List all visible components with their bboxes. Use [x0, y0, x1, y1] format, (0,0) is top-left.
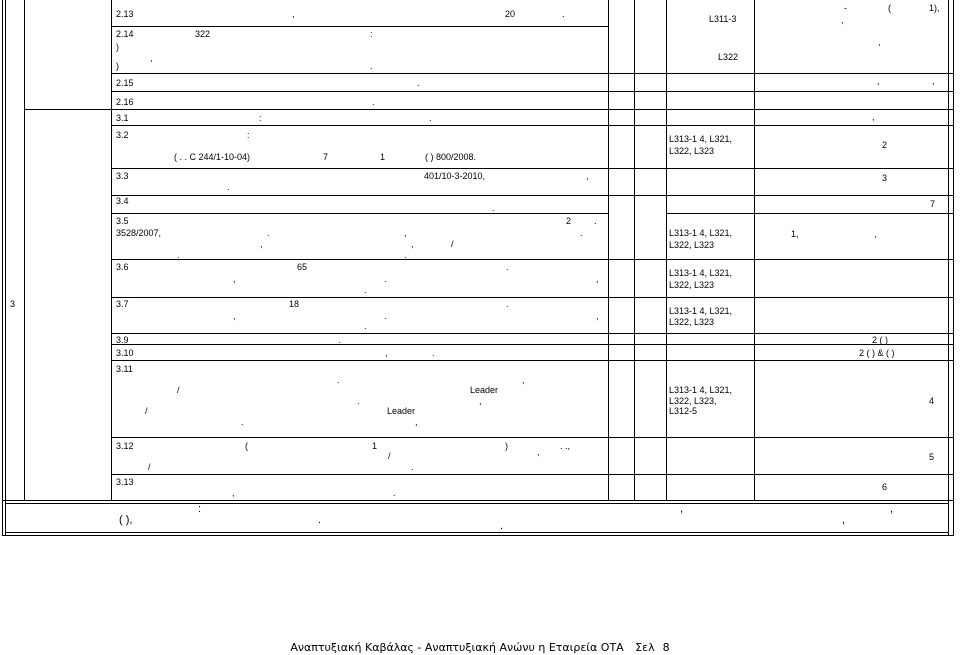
cell-text: .	[364, 321, 367, 331]
footer-page-number: 8	[662, 641, 670, 654]
cell-text: 20	[505, 9, 516, 19]
grid-line	[948, 0, 949, 536]
reference-code: L322, L323	[669, 240, 715, 250]
footer-organization: Αναπτυξιακή Καβάλας - Αναπτυξιακή Ανώνυ η Εταιρεία ΟΤΑ	[290, 641, 624, 654]
cell-text: :	[247, 130, 250, 140]
grid-line	[111, 297, 954, 298]
cell-text: ,	[233, 274, 236, 284]
cell-text: .	[580, 228, 583, 238]
cell-text: :	[370, 29, 373, 39]
row-number: 3.13	[116, 477, 134, 487]
row-number: 3.11	[116, 364, 133, 374]
row-number: 2.14	[116, 29, 134, 39]
cell-text: .	[370, 61, 373, 71]
cell-text: -	[844, 3, 847, 13]
cell-text: :	[259, 113, 262, 123]
cell-text: .	[384, 311, 387, 321]
cell-text: ,	[877, 76, 880, 86]
cell-text: ( . . C 244/1-10-04)	[174, 152, 251, 162]
cell-text: 4	[929, 396, 935, 406]
cell-text: :	[198, 503, 202, 515]
cell-text: 2	[566, 216, 572, 226]
grid-line	[634, 0, 635, 500]
cell-text: ,	[932, 76, 935, 86]
grid-line	[24, 0, 25, 501]
cell-text: ,	[385, 348, 388, 358]
cell-text: . .,	[560, 441, 571, 451]
cell-text: 18	[289, 299, 300, 309]
reference-code: L313-1 4, L321,	[669, 385, 733, 395]
row-number: 3.7	[116, 299, 129, 309]
reference-code: L312-5	[669, 406, 698, 416]
grid-line	[111, 213, 608, 214]
cell-text: ,	[842, 514, 846, 526]
cell-text: .	[372, 97, 375, 107]
cell-text: .	[506, 262, 509, 272]
reference-code: L311-3	[709, 14, 737, 24]
row-number: 3.5	[116, 216, 129, 226]
grid-line	[2, 0, 3, 536]
row-number: 3.10	[116, 348, 134, 358]
cell-text: /	[148, 462, 151, 472]
cell-text: ( ),	[119, 514, 133, 526]
cell-text: 7	[323, 152, 329, 162]
cell-text: .	[267, 228, 270, 238]
cell-text: /	[388, 451, 391, 461]
cell-text: ,	[586, 171, 589, 181]
cell-text: ,	[596, 274, 599, 284]
cell-text: 2 ( )	[872, 335, 889, 345]
grid-line	[111, 344, 954, 345]
reference-code: L322, L323	[669, 280, 715, 290]
cell-text: .	[429, 113, 432, 123]
cell-text: .	[357, 396, 360, 406]
reference-code: L322, L323	[669, 146, 715, 156]
cell-text: 1),	[929, 3, 940, 13]
cell-text: ( ) 800/2008.	[425, 152, 477, 162]
cell-text: ,	[874, 229, 877, 239]
row-number: 2.16	[116, 97, 134, 107]
cell-text: Leader	[470, 385, 499, 395]
cell-text: .	[417, 78, 420, 88]
cell-text: ,	[404, 228, 407, 238]
grid-line	[5, 0, 6, 536]
grid-line	[608, 0, 609, 501]
grid-line	[111, 168, 954, 169]
grid-line	[2, 500, 954, 501]
grid-line	[111, 91, 954, 92]
cell-text: 5	[929, 452, 935, 462]
cell-text: 1,	[791, 229, 799, 239]
grid-line	[111, 26, 608, 27]
row-number: 3.9	[116, 335, 129, 345]
grid-line	[5, 503, 949, 504]
row-number: 3.12	[116, 441, 134, 451]
reference-code: L322	[718, 52, 739, 62]
cell-text: ,	[479, 396, 482, 406]
cell-text: .	[500, 520, 504, 532]
grid-line	[24, 109, 954, 110]
reference-code: L313-1 4, L321,	[669, 306, 733, 316]
cell-text: ,	[150, 53, 153, 63]
grid-line	[5, 532, 949, 533]
reference-code: L313-1 4, L321,	[669, 134, 733, 144]
cell-text: ,	[841, 15, 844, 25]
cell-text: /	[451, 239, 454, 249]
cell-text: 2 ( ) & ( )	[859, 348, 895, 358]
cell-text: (	[245, 441, 248, 451]
cell-text: 2	[882, 140, 888, 150]
cell-text: ,	[411, 239, 414, 249]
cell-text: .	[393, 488, 396, 498]
cell-text: ,	[260, 239, 263, 249]
cell-text: ,	[232, 488, 235, 498]
cell-text: .	[411, 462, 414, 472]
row-number: 2.13	[116, 9, 134, 19]
grid-line	[111, 360, 954, 361]
reference-code: L322, L323	[669, 317, 715, 327]
reference-code: L322, L323,	[669, 396, 717, 406]
cell-text: (	[888, 3, 891, 13]
cell-text: ,	[890, 503, 894, 515]
grid-line	[666, 0, 667, 500]
cell-text: .	[241, 417, 244, 427]
cell-text: )	[116, 42, 119, 52]
grid-line	[2, 535, 954, 536]
cell-text: 3	[882, 173, 888, 183]
grid-line	[111, 333, 954, 334]
cell-text: 401/10-3-2010,	[424, 171, 486, 181]
row-number: 2.15	[116, 78, 134, 88]
row-number: 3.3	[116, 171, 129, 181]
cell-text: Leader	[387, 406, 416, 416]
cell-text: .	[177, 250, 180, 260]
cell-text: 1	[380, 152, 386, 162]
cell-text: .	[506, 299, 509, 309]
row-number: 3.6	[116, 262, 129, 272]
cell-text: /	[177, 385, 180, 395]
cell-text: ,	[233, 311, 236, 321]
cell-text: ,	[415, 417, 418, 427]
grid-line	[111, 73, 954, 74]
cell-text: ,	[537, 447, 540, 457]
grid-line	[111, 474, 954, 475]
cell-text: 6	[882, 482, 888, 492]
cell-text: .	[318, 514, 322, 526]
cell-text: .	[227, 182, 230, 192]
cell-text: .	[384, 274, 387, 284]
cell-text: /	[145, 406, 148, 416]
reference-code: L313-1 4, L321,	[669, 268, 733, 278]
cell-text: ,	[292, 9, 295, 19]
grid-line	[666, 213, 954, 214]
cell-text: .	[594, 216, 597, 226]
grid-line	[111, 437, 954, 438]
cell-text: .	[338, 335, 341, 345]
cell-text: ,	[872, 112, 875, 122]
page-footer	[0, 641, 960, 655]
footer-page-label: Σελ	[635, 641, 655, 654]
cell-text: ,	[680, 503, 684, 515]
section-number: 3	[10, 299, 16, 309]
grid-line	[111, 125, 954, 126]
cell-text: ,	[522, 375, 525, 385]
cell-text: .	[364, 285, 367, 295]
cell-text: .	[404, 250, 407, 260]
cell-text: 1	[372, 441, 378, 451]
cell-text: .	[492, 203, 495, 213]
cell-text: .	[337, 375, 340, 385]
cell-text: .	[432, 348, 435, 358]
cell-text: .	[562, 9, 565, 19]
grid-line	[953, 0, 954, 536]
row-number: 3.4	[116, 196, 129, 206]
cell-text: 322	[195, 29, 211, 39]
grid-line	[111, 259, 954, 260]
cell-text: ,	[596, 311, 599, 321]
cell-text: 7	[930, 199, 936, 209]
cell-text: 65	[297, 262, 308, 272]
grid-line	[111, 195, 954, 196]
grid-line	[754, 0, 755, 500]
cell-text: 3528/2007,	[116, 228, 162, 238]
cell-text: )	[116, 61, 119, 71]
row-number: 3.1	[116, 113, 129, 123]
cell-text: )	[505, 441, 508, 451]
reference-code: L313-1 4, L321,	[669, 228, 733, 238]
grid-line	[111, 0, 112, 501]
cell-text: ,	[878, 37, 881, 47]
row-number: 3.2	[116, 130, 129, 140]
